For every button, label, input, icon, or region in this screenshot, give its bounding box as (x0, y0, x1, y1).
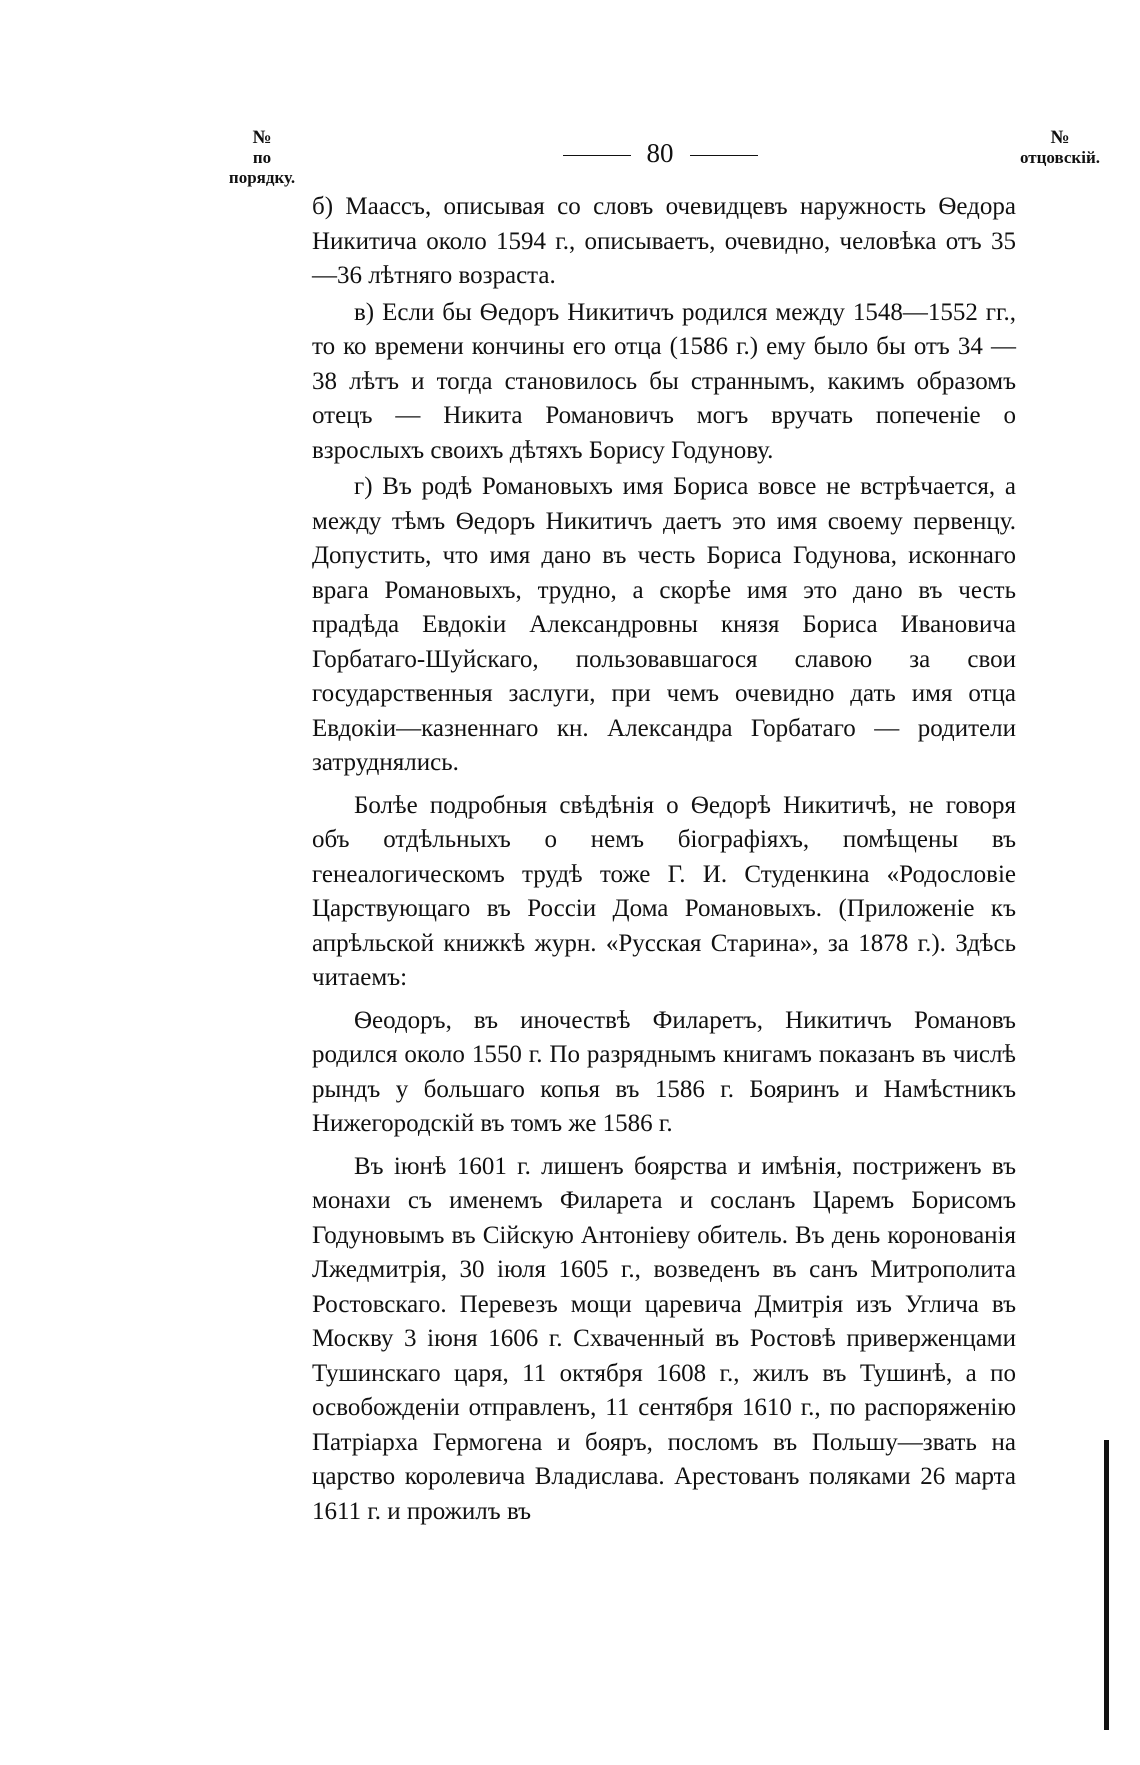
page-number: 80 (646, 138, 674, 168)
page-body (312, 190, 1016, 1529)
margin-scan-mark (1104, 1440, 1109, 1730)
header-dash-left (563, 155, 631, 156)
left-column-label: по порядку. (228, 148, 296, 187)
paragraph-b: б) Маассъ, описывая со словъ очевидцевъ наружность Ѳедора Никитича около 1594 г., описываетъ, очевидно, человѣка отъ 35—36 лѣтняго возраста. (312, 193, 1016, 289)
right-column-label: отцовскій. (1020, 148, 1100, 167)
page-number-header (530, 138, 790, 169)
right-column-heading (1020, 128, 1100, 168)
paragraph-studenkin: Болѣе подробныя свѣдѣнія о Ѳедорѣ Никитичѣ, не говоря объ отдѣльныхъ о немъ біографіяхъ, помѣщены въ генеалогическомъ трудѣ тоже Г. И. Студенкина «Родословіе Царствующаго въ Россіи Дома Романовыхъ. (Приложеніе къ апрѣльской книжкѣ журн. «Русская Старина», за 1878 г.). Здѣсь читаемъ: (312, 791, 1016, 991)
left-number-sign: № (252, 127, 272, 148)
paragraph-g: г) Въ родѣ Романовыхъ имя Бориса вовсе не встрѣчается, а между тѣмъ Ѳедоръ Никитичъ даетъ это имя своему первенцу. Допустить, что имя дано въ честь Бориса Годунова, исконнаго врага Романовыхъ, трудно, а скорѣе имя это дано въ честь прадѣда Евдокіи Александровны князя Бориса Ивановича Горбатаго-Шуйскаго, пользовавшагося славою за свои государственныя заслуги, при чемъ очевидно дать имя отца Евдокіи—казненнаго кн. Александра Горбатаго — родители затруднялись. (312, 473, 1016, 776)
paragraph-v: в) Если бы Ѳедоръ Никитичъ родился между 1548—1552 гг., то ко времени кончины его отца (1586 г.) ему было бы отъ 34 — 38 лѣтъ и тогда становилось бы страннымъ, какимъ образомъ отецъ — Никита Романовичъ могъ вручать попеченіе о взрослыхъ своихъ дѣтяхъ Борису Годунову. (312, 298, 1016, 464)
paragraph-quote-birth: Ѳеодоръ, въ иночествѣ Филаретъ, Никитичъ Романовъ родился около 1550 г. По разряднымъ книгамъ показанъ въ числѣ рындъ у большаго копья въ 1586 г. Бояринъ и Намѣстникъ Нижегородскій въ томъ же 1586 г. (312, 1006, 1016, 1137)
paragraph-quote-life: Въ іюнѣ 1601 г. лишенъ боярства и имѣнія, постриженъ въ монахи съ именемъ Филарета и сосланъ Царемъ Борисомъ Годуновымъ въ Сійскую Антоніеву обитель. Въ день коронованія Лжедмитрія, 30 іюля 1605 г., возведенъ въ санъ Митрополита Ростовскаго. Перевезъ мощи царевича Дмитрія изъ Углича въ Москву 3 іюня 1606 г. Схваченный въ Ростовѣ приверженцами Тушинскаго царя, 11 октября 1608 г., жилъ въ Тушинѣ, а по освобожденіи отправленъ, 11 сентября 1610 г., по распоряженію Патріарха Гермогена и бояръ, посломъ въ Польшу—звать на царство королевича Владислава. Арестованъ поляками 26 марта 1611 г. и прожилъ въ (312, 1152, 1016, 1525)
right-number-sign: № (1050, 127, 1070, 148)
left-column-heading (222, 128, 302, 188)
header-dash-right (690, 155, 758, 156)
